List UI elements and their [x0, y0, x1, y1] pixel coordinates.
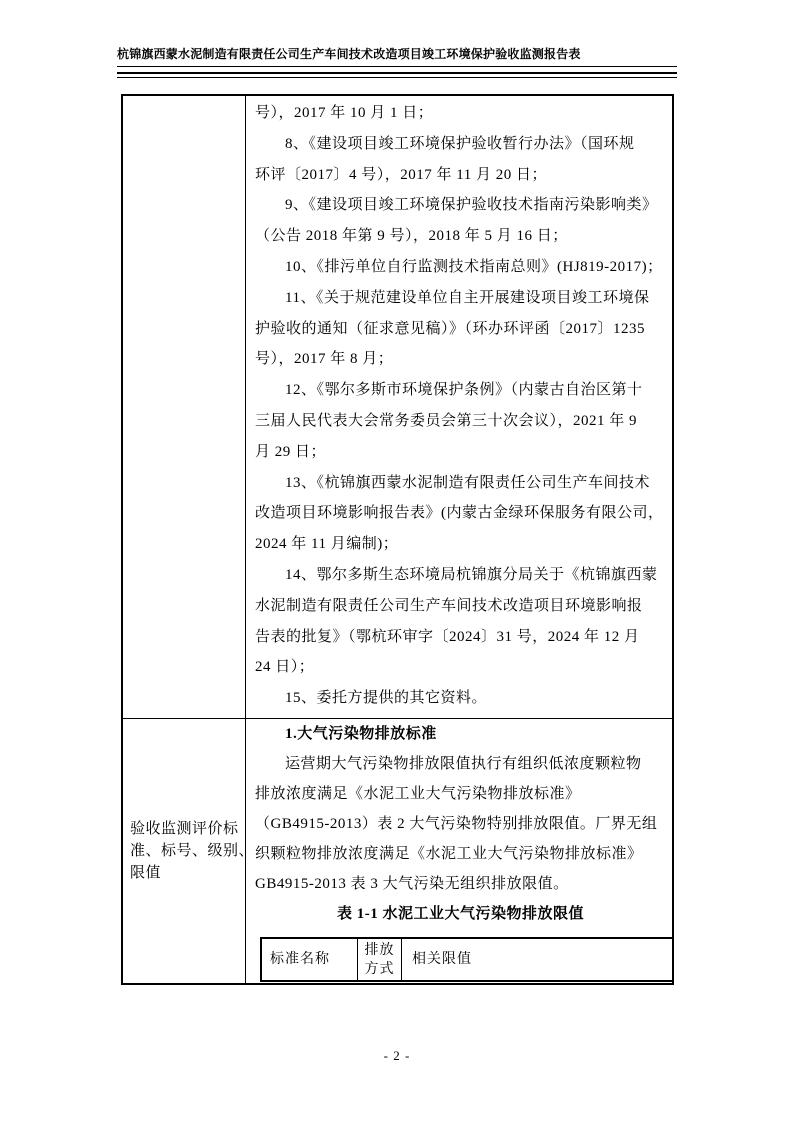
column-header-label: 标准名称 — [270, 952, 330, 967]
row-header-label-line: 验收监测评价标 — [130, 821, 239, 837]
limits-col-standard-name — [262, 939, 358, 980]
reference-line: 15、委托方提供的其它资料。 — [285, 690, 488, 707]
reference-line: 8、《建设项目竣工环境保护验收暂行办法》（国环规 — [285, 135, 635, 152]
row-header-label-line: 准、标号、级别、 — [130, 843, 255, 859]
reference-line: 11、《关于规范建设单位自主开展建设项目竣工环境保 — [285, 289, 650, 306]
standards-text-line: GB4915-2013 表 3 大气污染无组织排放限值。 — [255, 876, 569, 892]
reference-line: 号），2017 年 8 月； — [255, 351, 394, 368]
row2-header-cell — [123, 719, 255, 983]
emission-limits-table — [260, 937, 672, 982]
reference-line: 13、《杭锦旗西蒙水泥制造有限责任公司生产车间技术 — [285, 474, 651, 491]
table-caption: 表 1-1 水泥工业大气污染物排放限值 — [337, 906, 584, 922]
row1-references-cell — [246, 96, 672, 719]
reference-line: 号），2017 年 10 月 1 日； — [255, 105, 434, 121]
reference-line: 三届人民代表大会常务委员会第三十次会议），2021 年 9 — [255, 412, 638, 429]
reference-line: 2024 年 11 月编制)； — [255, 536, 399, 553]
limits-col-limits — [402, 939, 672, 980]
reference-line: 改造项目环境影响报告表》(内蒙古金绿环保服务有限公司， — [255, 505, 664, 522]
row-header-label — [130, 818, 254, 884]
reference-line: 环评〔2017〕4 号），2017 年 11 月 20 日； — [255, 166, 547, 183]
column-header-label: 相关限值 — [412, 952, 472, 967]
row2-standards-cell — [246, 719, 672, 983]
report-table — [121, 94, 674, 985]
standards-text-line: （GB4915-2013）表 2 大气污染物特别排放限值。厂界无组 — [255, 816, 658, 832]
reference-line: 14、鄂尔多斯生态环境局杭锦旗分局关于《杭锦旗西蒙 — [285, 566, 658, 583]
row1-left-cell-empty — [123, 96, 246, 719]
page-number: - 2 - — [383, 1048, 411, 1063]
standards-text-line: 运营期大气污染物排放限值执行有组织低浓度颗粒物 — [285, 756, 642, 772]
reference-line: 9、《建设项目竣工环境保护验收技术指南污染影响类》 — [285, 197, 658, 214]
header-double-rule — [117, 72, 677, 78]
reference-line: 24 日）； — [255, 659, 315, 676]
document-title: 杭锦旗西蒙水泥制造有限责任公司生产车间技术改造项目竣工环境保护验收监测报告表 — [117, 45, 677, 67]
limits-col-emission-mode — [358, 939, 402, 980]
standards-text-line: 织颗粒物排放浓度满足《水泥工业大气污染物排放标准》 — [255, 846, 643, 862]
reference-line: 月 29 日； — [255, 443, 327, 460]
reference-line: 告表的批复》（鄂杭环审字〔2024〕31 号，2024 年 12 月 — [255, 628, 640, 645]
section-heading: 1.大气污染物排放标准 — [285, 726, 437, 742]
column-header-label: 排放方式 — [364, 942, 395, 977]
reference-line: 水泥制造有限责任公司生产车间技术改造项目环境影响报 — [255, 597, 643, 614]
row-header-label-line: 限值 — [130, 865, 162, 881]
reference-line: 10、《排污单位自行监测技术指南总则》(HJ819-2017)； — [285, 258, 663, 275]
reference-line: 12、《鄂尔多斯市环境保护条例》（内蒙古自治区第十 — [285, 382, 643, 399]
reference-line: （公告 2018 年第 9 号），2018 年 5 月 16 日； — [255, 228, 568, 245]
reference-line: 护验收的通知（征求意见稿）》（环办环评函〔2017〕1235 — [255, 320, 646, 337]
standards-text-line: 排放浓度满足《水泥工业大气污染物排放标准》 — [255, 786, 581, 802]
document-header — [117, 45, 677, 78]
